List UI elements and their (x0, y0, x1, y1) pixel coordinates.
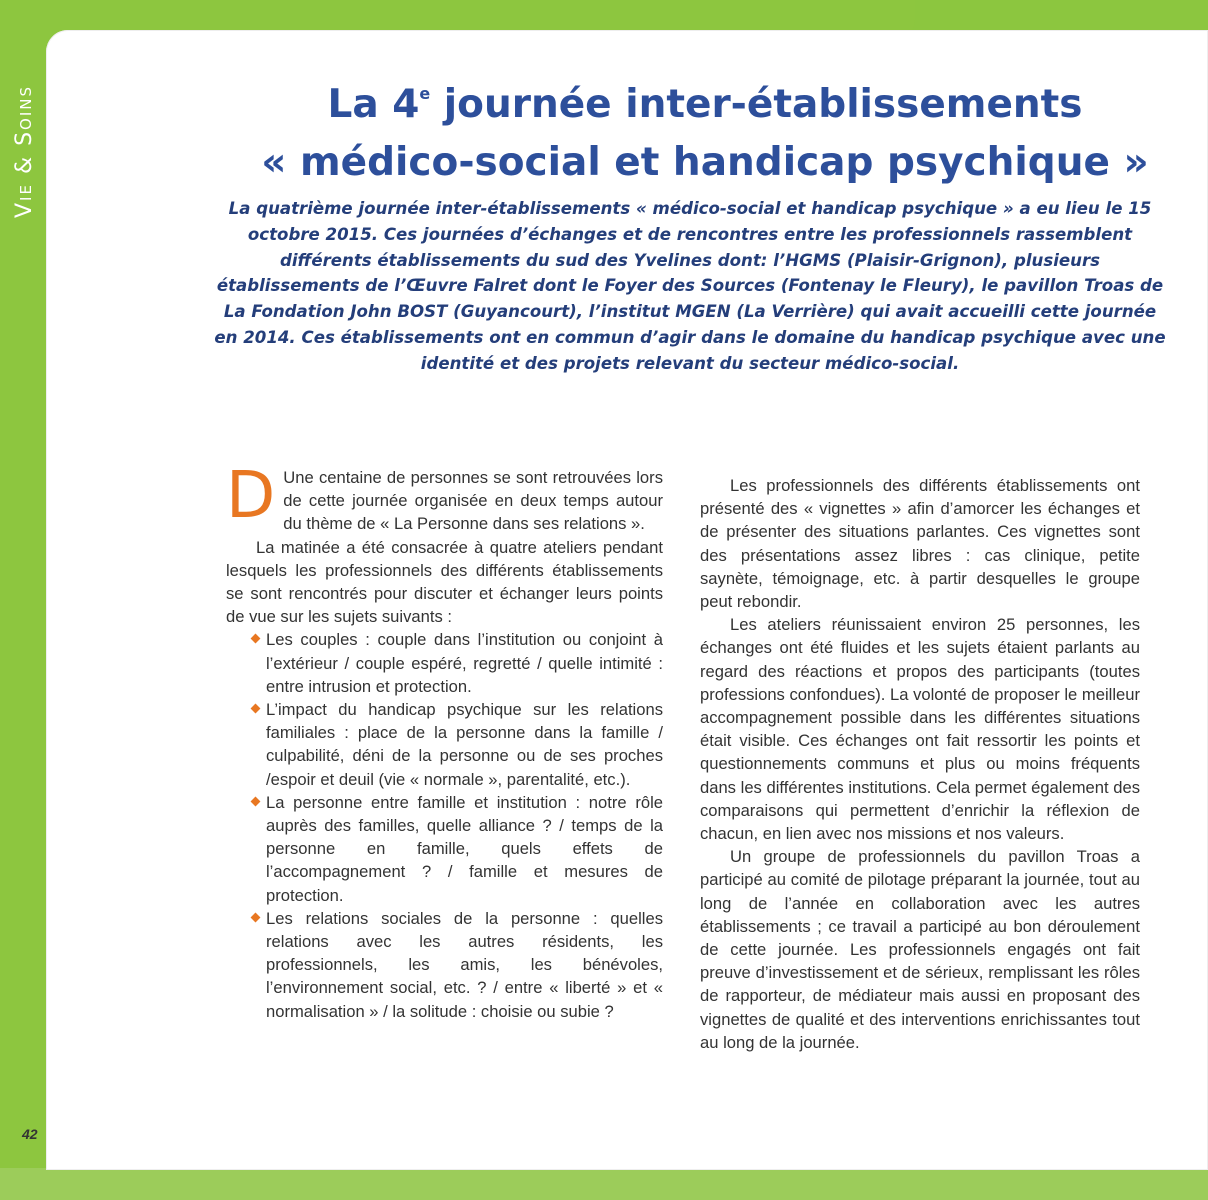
column-left (226, 459, 663, 1023)
diamond-bullet-icon (251, 912, 261, 922)
section-label (8, 28, 42, 218)
list-item-text: La personne entre famille et institution : notre rôle auprès des familles, quelle alliance ? / temps de la personne en famille, quels effets de l’accompagnement ? / famille et mesures de protection. (266, 792, 663, 905)
green-footer-band (0, 1168, 1208, 1200)
title-line1-after: journée inter-établissements (430, 82, 1083, 127)
list-item-text: Les couples : couple dans l’institution ou conjoint à l’extérieur / couple espéré, regretté / quelle intimité : entre intrusion et protection. (266, 630, 663, 696)
paragraph-ateliers: Les ateliers réunissaient environ 25 personnes, les échanges ont été fluides et les sujets étaient parlants au regard des réactions et propos des participants (toutes professions confondues). La volonté de proposer le meilleur accompagnement possible dans les différentes situations était visible. Ces échanges ont fait ressortir les points et questionnements communs et plus ou moins fréquents dans les différentes institutions. Cela permet également des comparaisons qui permettent d’enrichir la réflexion de chacun, en lien avec nos missions et nos valeurs. (700, 615, 1140, 844)
title-line2: « médico-social et handicap psychique » (261, 140, 1149, 185)
drop-cap: D (226, 459, 276, 533)
list-item (266, 791, 663, 907)
topics-list (226, 628, 663, 1022)
paragraph-vignettes: Les professionnels des différents établissements ont présenté des « vignettes » afin d’amorcer les échanges et de présenter des situations parlantes. Ces vignettes sont des présentations assez libres : cas clinique, petite saynète, témoignage, etc. à partir desquelles le groupe peut rebondir. (700, 476, 1140, 612)
paragraph-intro-text: Une centaine de personnes se sont retrouvées lors de cette journée organisée en deux temps autour du thème de « La Personne dans ses relations ». (283, 468, 663, 534)
diamond-bullet-icon (251, 704, 261, 714)
list-item (266, 628, 663, 698)
article-lead: La quatrième journée inter-établissements « médico-social et handicap psychique » a eu lieu le 15 octobre 2015. Ces journées d’échanges et de rencontres entre les professionnels rassemblent différents établissements du sud des Yvelines dont: l’HGMS (Plaisir-Grignon), plusieurs établissements de l’Œuvre Falret dont le Foyer des Sources (Fontenay le Fleury), le pavillon Troas de La Fondation John BOST (Guyancourt), l’institut MGEN (La Verrière) qui avait accueilli cette journée en 2014. Ces établissements ont en commun d’agir dans le domaine du handicap psychique avec une identité et des projets relevant du secteur médico-social. (214, 199, 1166, 373)
list-item-text: Les relations sociales de la personne : quelles relations avec les autres résidents, les professionnels, les amis, les bénévoles, l’environnement social, etc. ? / entre « liberté » et « normalisation » / la solitude : choisie ou subie ? (266, 908, 663, 1021)
list-item (266, 907, 663, 1023)
article-title (240, 65, 1170, 192)
paragraph-troas: Un groupe de professionnels du pavillon Troas a participé au comité de pilotage préparant la journée, tout au long de l’année en collaboration avec les autres établissements ; ce travail a participé au bon déroulement de cette journée. Les professionnels engagés ont fait preuve d’investissement et de sérieux, remplissant les rôles de rapporteur, de médiateur mais aussi en proposant des vignettes de qualité et des interventions enrichissantes tout au long de la journée. (700, 847, 1140, 1052)
list-item-text: L’impact du handicap psychique sur les relations familiales : place de la personne dans la famille / culpabilité, déni de la personne ou de ses proches /espoir et deuil (vie « normale », parentalité, etc.). (266, 700, 663, 789)
paragraph-matinee: La matinée a été consacrée à quatre ateliers pendant lesquels les professionnels des différents établissements se sont rencontrés pour discuter et échanger leurs points de vue sur les sujets suivants : (226, 537, 663, 627)
diamond-bullet-icon (251, 796, 261, 806)
diamond-bullet-icon (251, 634, 261, 644)
page-number: 42 (22, 1126, 38, 1142)
list-item (266, 698, 663, 791)
paragraph-intro (226, 459, 663, 536)
section-label-text: Vie & Soins (12, 84, 37, 218)
title-line1-before: La 4 (327, 82, 420, 127)
column-right (700, 474, 1140, 1054)
title-line1-sup: e (419, 84, 431, 103)
